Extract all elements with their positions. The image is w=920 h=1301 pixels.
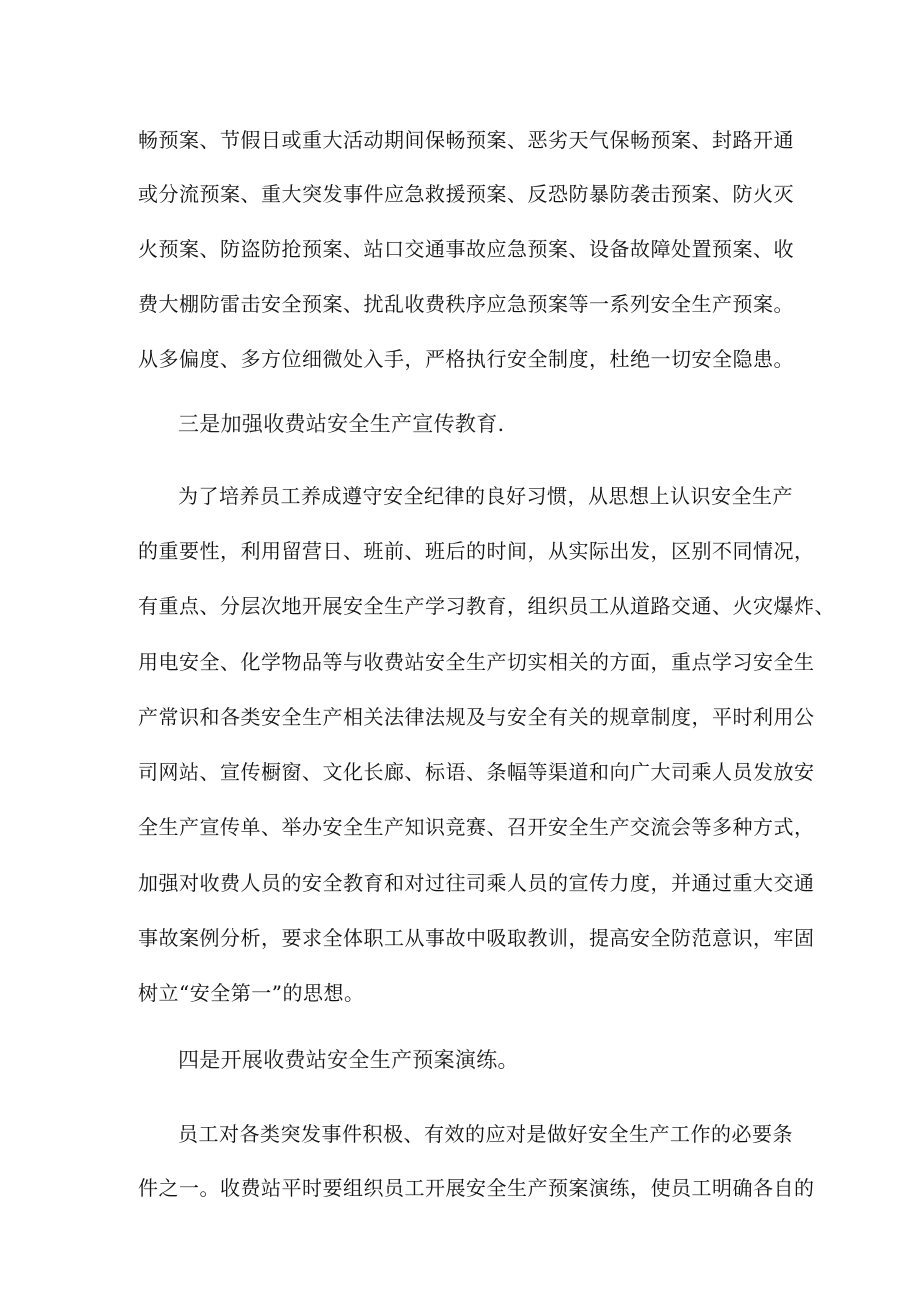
section-heading: 四是开展收费站安全生产预案演练。 [178, 1048, 519, 1072]
paragraph-line: 费大棚防雷击安全预案、扰乱收费秩序应急预案等一系列安全生产预案。 [138, 292, 794, 316]
paragraph-line: 全生产宣传单、举办安全生产知识竞赛、召开安全生产交流会等多种方式， [138, 815, 815, 839]
paragraph-line: 件之一。收费站平时要组织员工开展安全生产预案演练，使员工明确各自的 [138, 1176, 815, 1200]
paragraph-line: 加强对收费人员的安全教育和对过往司乘人员的宣传力度，并通过重大交通 [138, 871, 815, 895]
paragraph-line: 为了培养员工养成遵守安全纪律的良好习惯，从思想上认识安全生产 [178, 484, 793, 508]
paragraph-line: 畅预案、节假日或重大活动期间保畅预案、恶劣天气保畅预案、封路开通 [138, 128, 794, 152]
paragraph-line: 员工对各类突发事件积极、有效的应对是做好安全生产工作的必要条 [178, 1122, 793, 1146]
paragraph-line: 司网站、宣传橱窗、文化长廊、标语、条幅等渠道和向广大司乘人员发放安 [138, 760, 815, 784]
paragraph-line: 火预案、防盗防抢预案、站口交通事故应急预案、设备故障处置预案、收 [138, 237, 794, 261]
paragraph-line: 有重点、分层次地开展安全生产学习教育，组织员工从道路交通、火灾爆炸、 [138, 594, 835, 618]
paragraph-line: 产常识和各类安全生产相关法律法规及与安全有关的规章制度，平时利用公 [138, 705, 815, 729]
paragraph-line: 的重要性，利用留营日、班前、班后的时间，从实际出发，区别不同情况， [138, 539, 815, 563]
paragraph-line: 或分流预案、重大突发事件应急救援预案、反恐防暴防袭击预案、防火灭 [138, 182, 794, 206]
paragraph-line: 从多偏度、多方位细微处入手，严格执行安全制度，杜绝一切安全隐患。 [138, 347, 794, 371]
section-heading: 三是加强收费站安全生产宣传教育. [178, 412, 505, 436]
paragraph-line: 事故案例分析，要求全体职工从事故中吸取教训，提高安全防范意识，牢固 [138, 926, 815, 950]
paragraph-line: 树立“安全第一”的思想。 [138, 981, 365, 1005]
paragraph-line: 用电安全、化学物品等与收费站安全生产切实相关的方面，重点学习安全生 [138, 650, 815, 674]
